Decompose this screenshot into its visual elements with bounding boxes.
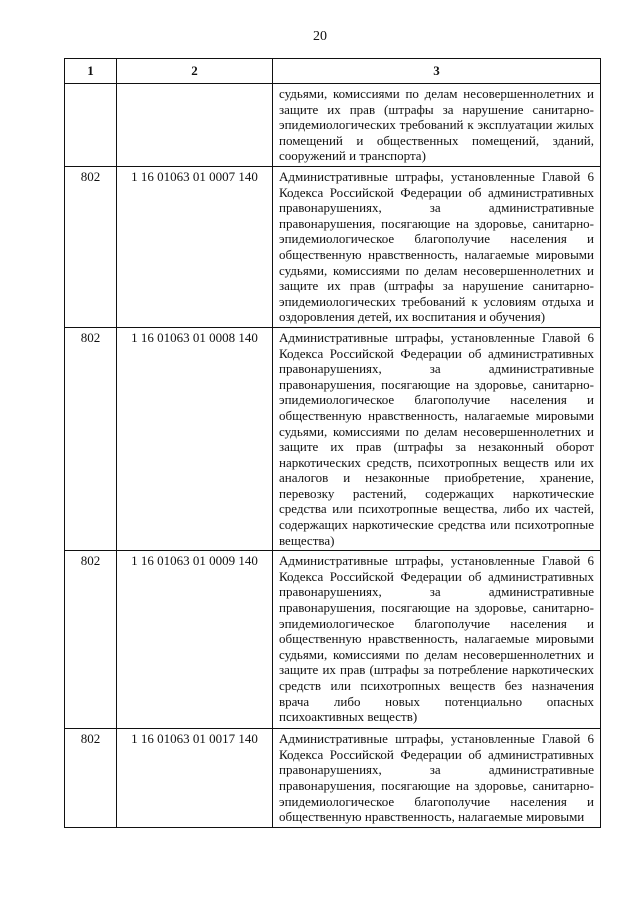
budget-code-cell: 1 16 01063 01 0008 140 <box>117 327 273 550</box>
column-header-2: 2 <box>117 59 273 84</box>
admin-code-cell: 802 <box>65 327 117 550</box>
description-cell: Административные штрафы, установленные Главой 6 Кодекса Российской Федерации об административных правонарушениях, за административные правонарушения, посягающие на здоровье, санитарно-эпидемиологическое благополучие населения и общественную нравственность, налагаемые мировыми <box>273 729 601 828</box>
admin-code-cell: 802 <box>65 551 117 729</box>
budget-code-cell <box>117 84 273 167</box>
table-row <box>65 551 601 729</box>
budget-code-cell: 1 16 01063 01 0009 140 <box>117 551 273 729</box>
table-row <box>65 167 601 328</box>
description-cell: Административные штрафы, установленные Главой 6 Кодекса Российской Федерации об административных правонарушениях, за административные правонарушения, посягающие на здоровье, санитарно-эпидемиологическое благополучие населения и общественную нравственность, налагаемые мировыми судьями, комиссиями по делам несовершеннолетних и защите их прав (штрафы за незаконный оборот наркотических средств, психотропных веществ или их аналогов и незаконные приобретение, хранение, перевозку растений, содержащих наркотические средства или психотропные вещества, либо их частей, содержащих наркотические средства или психотропные вещества) <box>273 327 601 550</box>
page-number: 20 <box>313 29 327 44</box>
budget-code-cell: 1 16 01063 01 0007 140 <box>117 167 273 328</box>
column-header-3: 3 <box>273 59 601 84</box>
column-header-1: 1 <box>65 59 117 84</box>
revenue-codes-table <box>64 58 601 828</box>
table-row <box>65 84 601 167</box>
description-cell: судьями, комиссиями по делам несовершеннолетних и защите их прав (штрафы за нарушение санитарно-эпидемиологических требований к эксплуатации жилых помещений и общественных помещений, зданий, сооружений и транспорта) <box>273 84 601 167</box>
table-row <box>65 729 601 828</box>
table-header-row <box>65 59 601 84</box>
description-cell: Административные штрафы, установленные Главой 6 Кодекса Российской Федерации об административных правонарушениях, за административные правонарушения, посягающие на здоровье, санитарно-эпидемиологическое благополучие населения и общественную нравственность, налагаемые мировыми судьями, комиссиями по делам несовершеннолетних и защите их прав (штрафы за нарушение санитарно-эпидемиологических требований к условиям отдыха и оздоровления детей, их воспитания и обучения) <box>273 167 601 328</box>
admin-code-cell: 802 <box>65 167 117 328</box>
description-cell: Административные штрафы, установленные Главой 6 Кодекса Российской Федерации об административных правонарушениях, за административные правонарушения, посягающие на здоровье, санитарно-эпидемиологическое благополучие населения и общественную нравственность, налагаемые мировыми судьями, комиссиями по делам несовершеннолетних и защите их прав (штрафы за потребление наркотических средств или психотропных веществ без назначения врача либо новых потенциально опасных психоактивных веществ) <box>273 551 601 729</box>
budget-code-cell: 1 16 01063 01 0017 140 <box>117 729 273 828</box>
admin-code-cell: 802 <box>65 729 117 828</box>
admin-code-cell <box>65 84 117 167</box>
table-row <box>65 327 601 550</box>
